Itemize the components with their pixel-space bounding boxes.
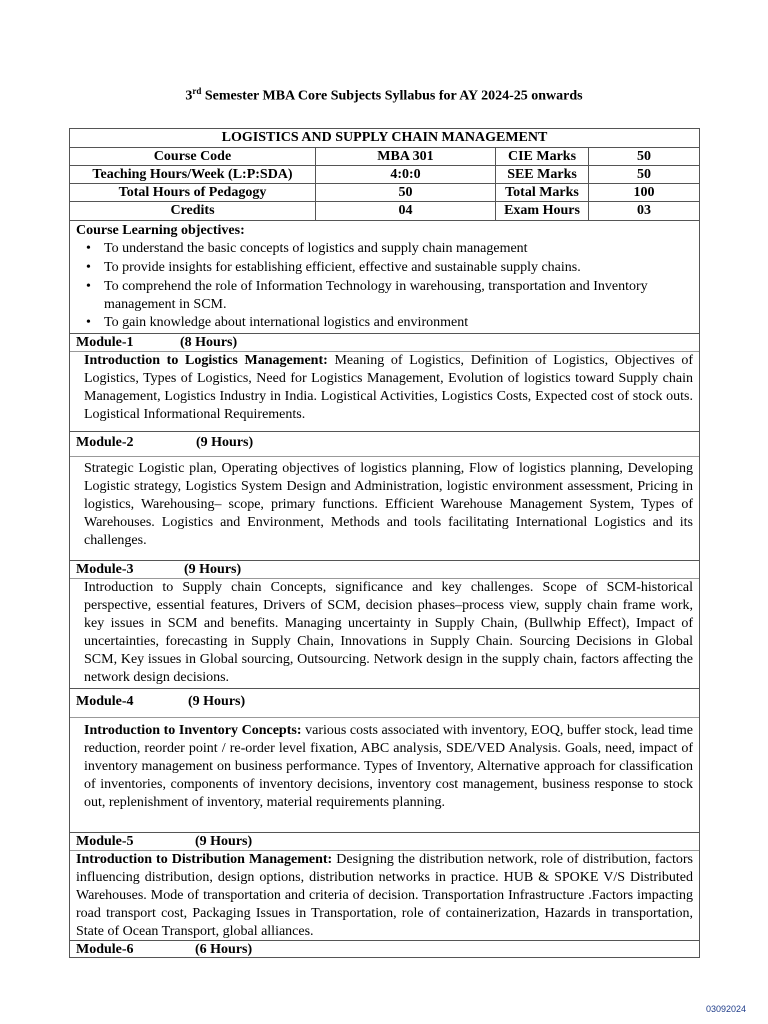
meta-label-2: Total Marks (496, 184, 589, 202)
module-text: various costs associated with inventory, EOQ, buffer stock, lead time reduction, reorder point / re-order level fixation, ABC analysis, SDE/VED Analysis. Goals, need, impact of inventory management on business performance. Types of Inventory, Alternative approach for classification of inventories, components of inventory decisions, inventory cost management, business response to stock out, replenishment of inventory, material requirements planning. (84, 723, 693, 810)
meta-row (70, 201, 699, 219)
meta-value-2: 100 (633, 185, 655, 200)
objective-text: To understand the basic concepts of logistics and supply chain management (104, 241, 528, 256)
meta-label: Credits (70, 202, 316, 220)
module-body (70, 456, 699, 560)
module-name: Module-4 (76, 694, 134, 709)
objectives-heading: Course Learning objectives: (76, 223, 245, 238)
module-body (70, 351, 699, 431)
module-text: Introduction to Supply chain Concepts, significance and key challenges. Scope of SCM-historical perspective, essential features, Drivers of SCM, decision phases–process view, supply chain frame work, key issues in SCM and benefits. Managing uncertainty in Supply Chain, (Bullwhip Effect), Impact of uncertainties, forecasting in Supply Chain, Innovations in Supply Chain. Sourcing Decisions in Global SCM, Key issues in Global sourcing, Outsourcing. Network design in the supply chain, factors affecting the network design decisions. (84, 580, 693, 685)
module-hours: (9 Hours) (184, 562, 242, 577)
objective-text: To comprehend the role of Information Technology in warehousing, transportation and Inventory management in SCM. (104, 279, 648, 312)
module-body (70, 717, 699, 832)
meta-value: 04 (316, 202, 496, 220)
module-header (70, 560, 699, 578)
module-name: Module-3 (76, 562, 134, 577)
objective-text: To gain knowledge about international logistics and environment (104, 315, 469, 330)
module-body (70, 850, 699, 940)
heading-text: Semester MBA Core Subjects Syllabus for AY 2024-25 onwards (201, 88, 583, 104)
meta-row (70, 165, 699, 183)
meta-value: 4:0:0 (316, 166, 496, 184)
bullet-icon: • (86, 315, 91, 330)
module-hours: (8 Hours) (180, 335, 238, 350)
module-name: Module-6 (76, 942, 134, 957)
module-name: Module-1 (76, 335, 134, 350)
course-title: LOGISTICS AND SUPPLY CHAIN MANAGEMENT (221, 130, 548, 145)
heading-ordinal-suffix: rd (192, 86, 202, 96)
objective-item (86, 259, 693, 277)
page-heading (0, 86, 768, 105)
module-name: Module-5 (76, 834, 134, 849)
module-header (70, 431, 699, 456)
module-header (70, 832, 699, 850)
document-code: 03092024 (705, 1004, 746, 1014)
meta-value-2: 50 (637, 149, 651, 164)
module-header (70, 688, 699, 717)
objectives-list (76, 240, 693, 332)
meta-label-2: CIE Marks (496, 148, 589, 166)
module-name: Module-2 (76, 435, 134, 450)
module-hours: (9 Hours) (188, 694, 246, 709)
learning-objectives (70, 220, 699, 333)
meta-label: Teaching Hours/Week (L:P:SDA) (70, 166, 316, 184)
module-header (70, 940, 699, 958)
module-lead: Introduction to Logistics Management: (84, 353, 328, 368)
objective-item (86, 278, 693, 314)
module-header (70, 333, 699, 351)
module-body (70, 578, 699, 688)
meta-label-2: Exam Hours (496, 202, 589, 220)
bullet-icon: • (86, 241, 91, 256)
meta-value: 50 (316, 184, 496, 202)
module-hours: (9 Hours) (196, 435, 254, 450)
module-hours: (6 Hours) (195, 942, 253, 957)
meta-row (70, 147, 699, 165)
bullet-icon: • (86, 260, 91, 275)
module-lead: Introduction to Inventory Concepts: (84, 723, 302, 738)
module-text: Strategic Logistic plan, Operating objectives of logistics planning, Flow of logistics planning, Developing Logistic strategy, Logistics System Design and Administration, logistic environment assessment, Pricing in logistics, Warehousing– scope, primary functions. Efficient Warehouse Management System, Types of Warehouses. Logistics and Environment, Methods and tools facilitating International Logistics and its challenges. (84, 461, 693, 548)
module-lead: Introduction to Distribution Management: (76, 852, 333, 867)
meta-label: Course Code (70, 148, 316, 166)
module-hours: (9 Hours) (195, 834, 253, 849)
objective-item (86, 240, 693, 258)
module-text: Meaning of Logistics, Definition of Logistics, Objectives of Logistics, Types of Logistics, Need for Logistics Management, Evolution of logistics toward Supply chain Management, Logistics Industry in India. Logistical Activities, Logistics Costs, Expected cost of stock outs. Logistical Informational Requirements. (84, 353, 694, 422)
meta-value-2: 50 (637, 167, 651, 182)
module-text: Designing the distribution network, role of distribution, factors influencing distribution, design options, distribution networks in practice. HUB & SPOKE V/S Distributed Warehouses. Mode of transportation and criteria of decision. Transportation Infrastructure .Factors impacting road transport cost, Packaging Issues in Transportation, role of containerization, Hazards in transportation, State of Ocean Transport, global alliances. (76, 852, 693, 939)
syllabus-table (69, 128, 700, 958)
meta-label-2: SEE Marks (496, 166, 589, 184)
heading-ordinal: 3 (185, 88, 193, 104)
objective-item (86, 314, 693, 332)
meta-value: MBA 301 (316, 148, 496, 166)
meta-label: Total Hours of Pedagogy (70, 184, 316, 202)
meta-value-2: 03 (637, 203, 651, 218)
meta-row (70, 183, 699, 201)
objective-text: To provide insights for establishing efficient, effective and sustainable supply chains. (104, 260, 581, 275)
bullet-icon: • (86, 279, 91, 294)
